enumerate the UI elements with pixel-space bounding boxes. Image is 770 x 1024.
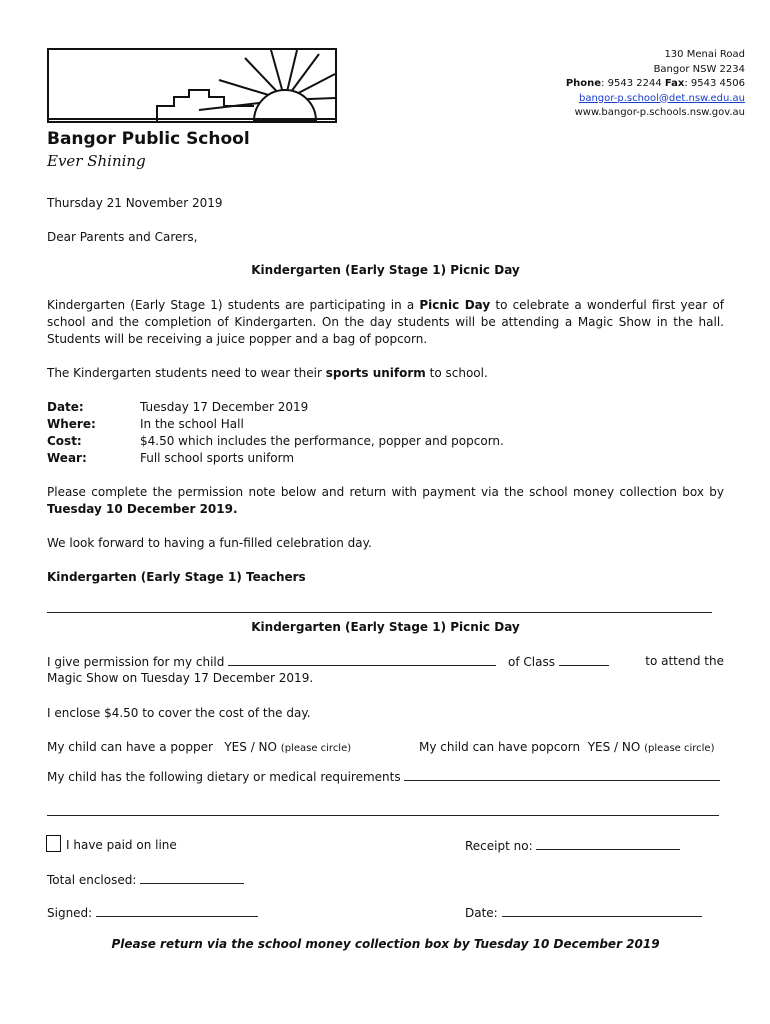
detail-label: Where: [47,417,96,431]
return-instructions: Please return via the school money collection box by Tuesday 10 December 2019 [111,937,660,951]
fax-label: Fax [664,78,685,89]
dietary-label: My child has the following dietary or medical requirements [47,770,401,784]
permission-text-end: to attend the [645,654,724,668]
popcorn-note: (please circle) [644,743,715,754]
detail-label: Date: [47,400,84,414]
total-line [47,871,244,889]
receipt-line [465,837,680,855]
para1-text: Kindergarten (Early Stage 1) students are participating in a [47,298,420,312]
detail-row-where [47,416,504,433]
detail-label: Cost: [47,434,82,448]
letter-title: Kindergarten (Early Stage 1) Picnic Day [251,263,520,277]
date-label: Date: [465,906,498,920]
para1-emphasis: Picnic Day [419,298,491,312]
school-address [566,48,745,121]
popper-question [47,739,351,757]
salutation: Dear Parents and Carers, [47,230,198,244]
phone-number: 9543 2244 [607,78,662,89]
school-name: Bangor Public School [47,129,250,149]
permission-line-2: Magic Show on Tuesday 17 December 2019. [47,671,314,685]
popcorn-yes-no[interactable]: YES / NO [587,740,641,754]
popper-yes-no[interactable]: YES / NO [224,740,277,754]
detail-value: In the school Hall [140,417,244,431]
popper-label: My child can have a popper [47,740,213,754]
signed-label: Signed: [47,906,93,920]
date-field[interactable] [502,904,702,917]
class-label: of Class [508,655,555,669]
signed-line [47,904,258,922]
child-name-field[interactable] [228,653,496,666]
return-deadline: Tuesday 10 December 2019. [47,502,238,516]
signature-field[interactable] [96,904,258,917]
receipt-label: Receipt no: [465,839,533,853]
signoff: Kindergarten (Early Stage 1) Teachers [47,570,306,584]
address-line-1: 130 Menai Road [664,49,745,60]
date-line [465,904,702,922]
para3-text: Please complete the permission note below and return with payment via the school money collection box by [47,485,724,499]
closing-line: We look forward to having a fun-filled celebration day. [47,536,372,550]
para2-text: The Kindergarten students need to wear their [47,366,326,380]
dietary-field-line-2[interactable] [47,815,719,816]
paid-online-label: I have paid on line [66,838,177,852]
detail-value: Full school sports uniform [140,451,295,465]
detail-value: Tuesday 17 December 2019 [140,400,309,414]
email-link[interactable]: bangor-p.school@det.nsw.edu.au [578,92,745,104]
paragraph-3 [47,484,724,518]
detail-label: Wear: [47,451,87,465]
dietary-line [47,768,724,786]
school-logo [47,48,337,123]
letter-date: Thursday 21 November 2019 [47,196,223,210]
website: www.bangor-p.schools.nsw.gov.au [574,107,745,118]
paragraph-2 [47,365,488,382]
class-field[interactable] [559,653,609,666]
form-title: Kindergarten (Early Stage 1) Picnic Day [251,620,520,634]
rising-sun-logo-icon [49,50,335,121]
popcorn-question [419,739,715,757]
popcorn-label: My child can have popcorn [419,740,581,754]
receipt-field[interactable] [536,837,680,850]
school-motto: Ever Shining [47,152,146,170]
paid-online-checkbox[interactable] [46,835,61,852]
contact-line: Phone: 9543 2244 Fax: 9543 4506 [565,78,745,89]
enclose-line: I enclose $4.50 to cover the cost of the day. [47,706,311,720]
detail-value: $4.50 which includes the performance, popper and popcorn. [140,434,504,448]
detail-row-cost [47,433,504,450]
detail-row-wear [47,450,504,467]
para2-emphasis: sports uniform [325,366,426,380]
para1-text-end: to celebrate a wonderful first year of school and the completion of Kindergarten. On the day students will be attending a Magic Show in the hall. Students will be receiving a juice popper and a bag of popcorn. [47,298,725,346]
fax-number: 9543 4506 [690,78,745,89]
total-label: Total enclosed: [47,873,137,887]
cut-line-divider [47,612,712,613]
paragraph-1 [47,297,724,348]
dietary-field[interactable] [404,768,720,781]
event-details [47,399,504,467]
permission-line [47,653,724,671]
total-field[interactable] [140,871,244,884]
phone-label: Phone [565,78,602,89]
detail-row-date [47,399,504,416]
address-line-2: Bangor NSW 2234 [653,63,745,75]
permission-text: I give permission for my child [47,655,225,669]
para2-text-end: to school. [425,366,488,380]
popper-note: (please circle) [280,743,352,754]
